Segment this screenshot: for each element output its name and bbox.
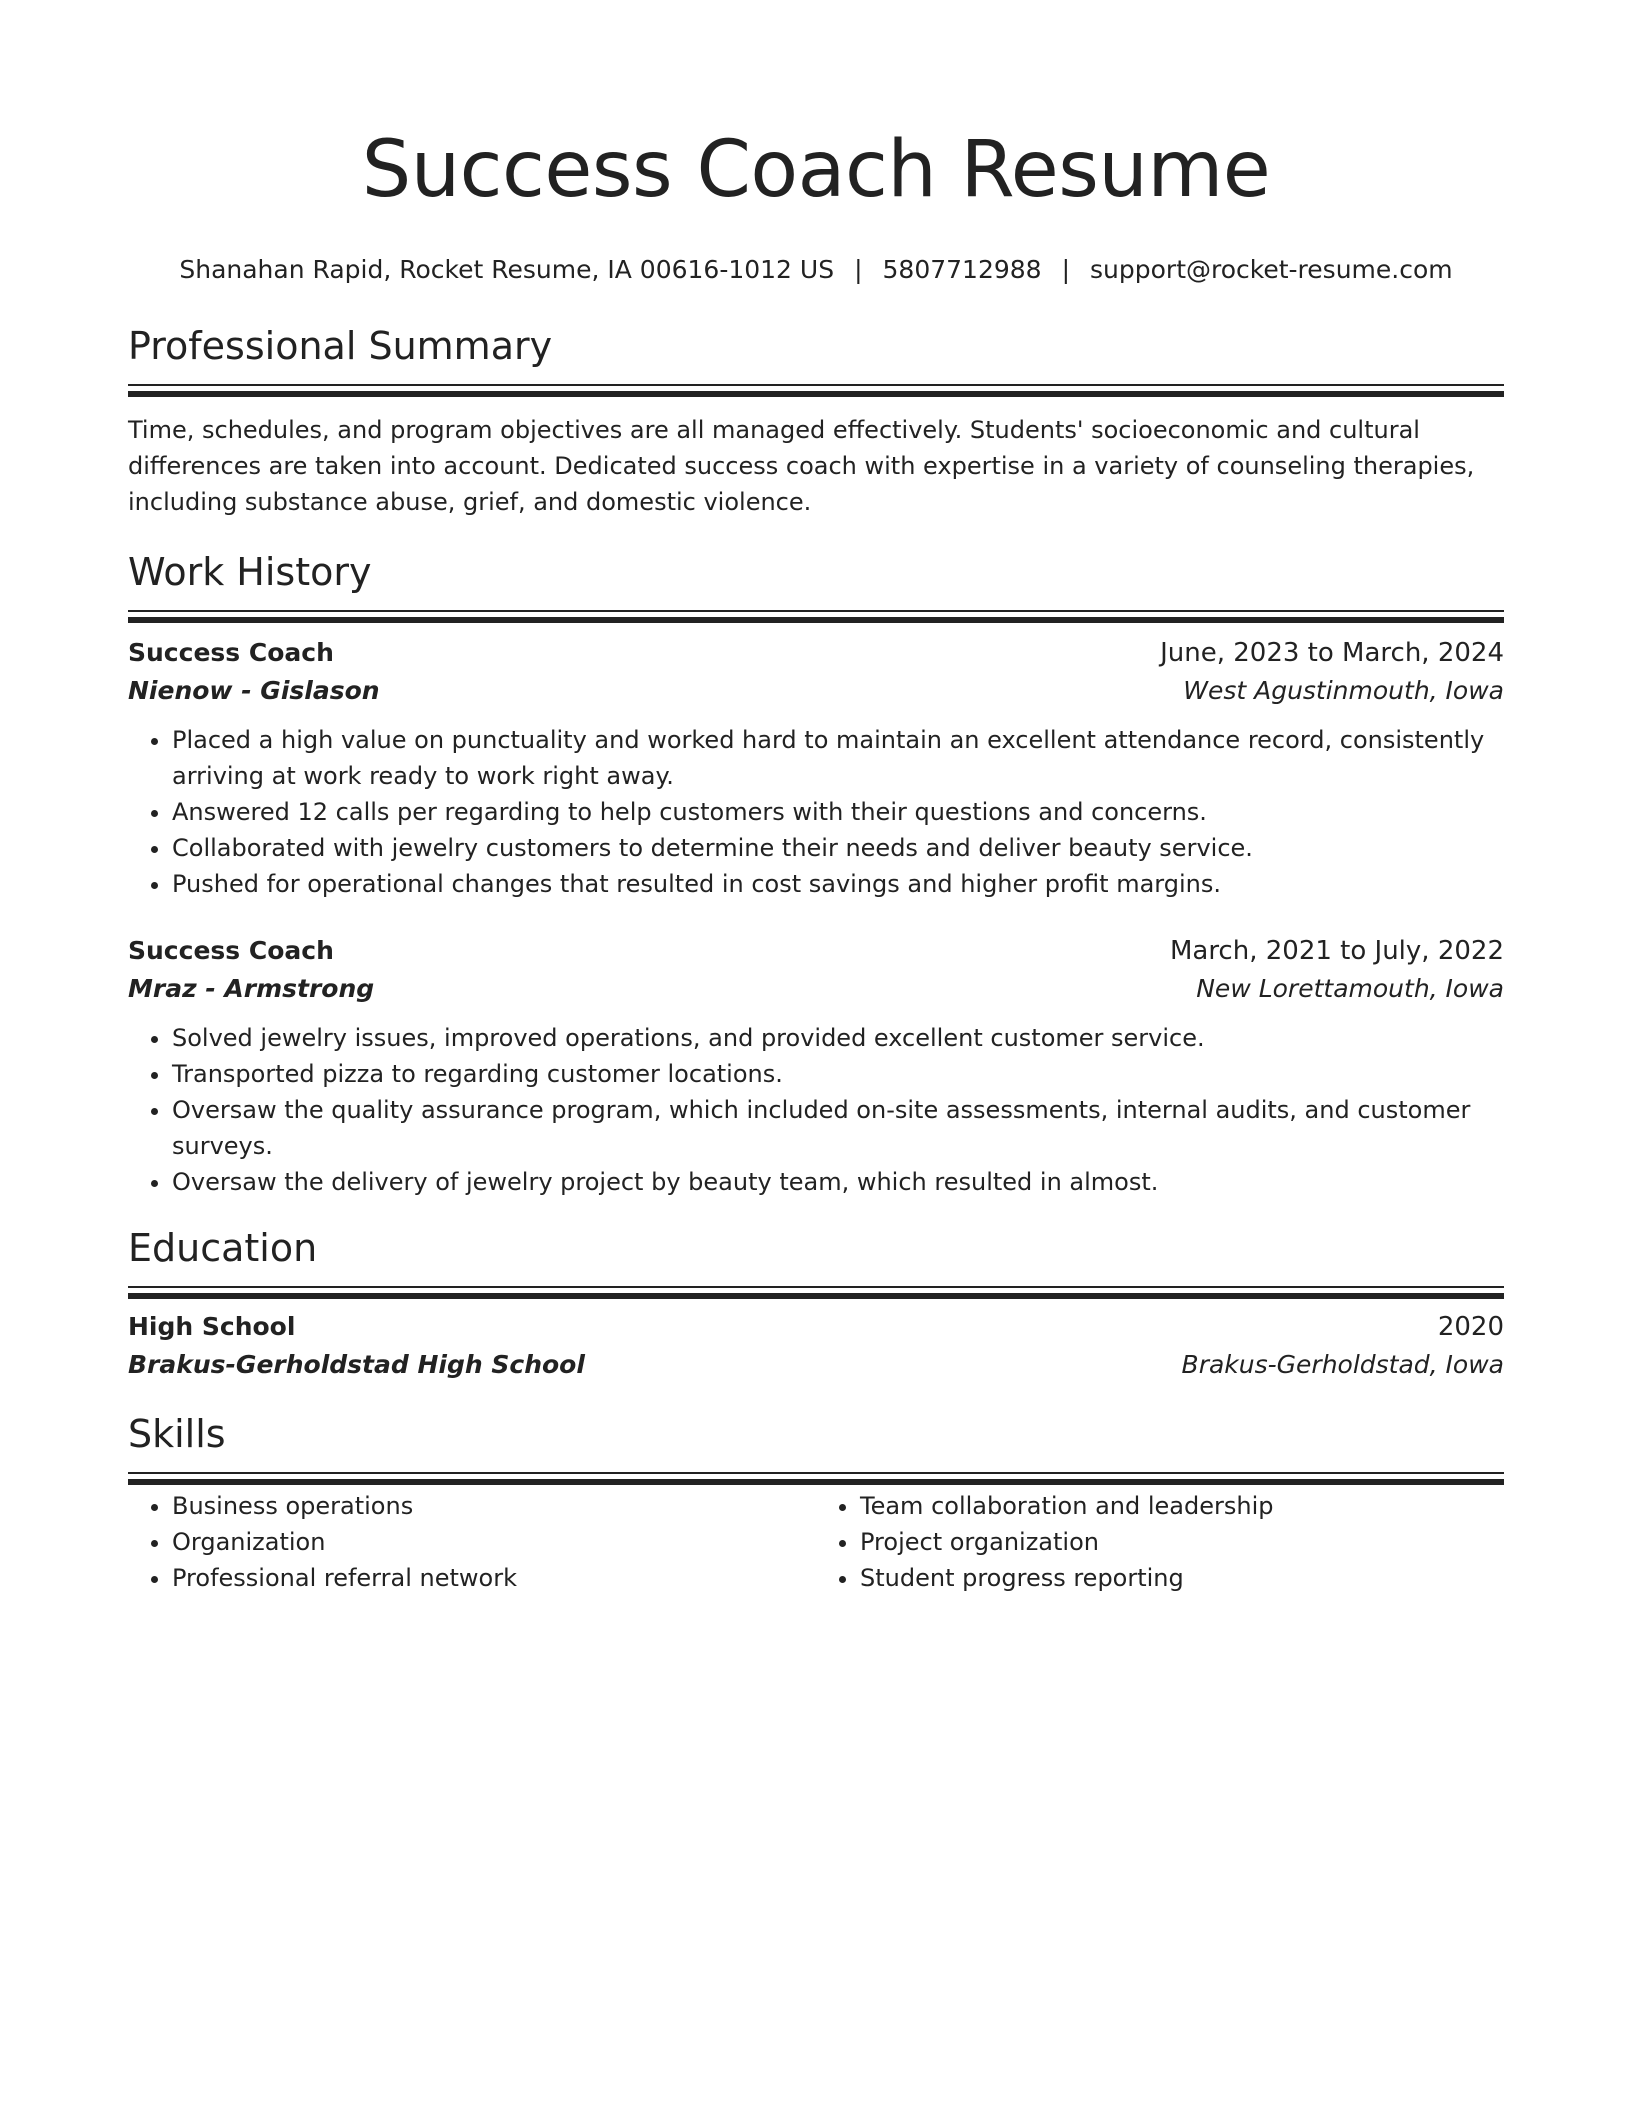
work-history-heading: Work History <box>128 550 372 594</box>
skill-item: • Project organization <box>860 1524 1504 1560</box>
list-item: • Collaborated with jewelry customers to determine their needs and deliver beauty service. <box>172 830 1504 866</box>
list-item: • Transported pizza to regarding customer locations. <box>172 1056 1504 1092</box>
section-divider <box>128 384 1504 386</box>
job-entry <box>128 634 1504 902</box>
section-divider <box>128 610 1504 612</box>
education-heading: Education <box>128 1226 318 1270</box>
education-school: Brakus-Gerholdstad High School <box>128 1350 585 1379</box>
job-company-row <box>128 672 1504 710</box>
job-title: Success Coach <box>128 936 334 965</box>
list-item: • Pushed for operational changes that resulted in cost savings and higher profit margins. <box>172 866 1504 902</box>
contact-separator: | <box>854 255 863 284</box>
job-bullets <box>128 1020 1504 1200</box>
skills-column-left <box>128 1488 816 1596</box>
education-location: Brakus-Gerholdstad, Iowa <box>1181 1350 1504 1379</box>
skill-item: • Team collaboration and leadership <box>860 1488 1504 1524</box>
list-item: • Oversaw the quality assurance program, which included on-site assessments, internal audits, and customer surveys. <box>172 1092 1504 1164</box>
resume-title: Success Coach Resume <box>361 125 1271 215</box>
summary-text: Time, schedules, and program objectives are all managed effectively. Students' socioeconomic and cultural differences are taken into account. Dedicated success coach with expertise in a variety of counseling therapies, including substance abuse, grief, and domestic violence. <box>128 416 1475 516</box>
education-section <box>128 1224 1504 1384</box>
resume-page <box>128 0 1504 1596</box>
education-header-row <box>128 1308 1504 1346</box>
education-year: 2020 <box>1437 1312 1504 1342</box>
skills-grid <box>128 1488 1504 1596</box>
list-item: • Oversaw the delivery of jewelry project by beauty team, which resulted in almost. <box>172 1164 1504 1200</box>
skill-item: • Organization <box>172 1524 816 1560</box>
job-bullets <box>128 722 1504 902</box>
job-location: West Agustinmouth, Iowa <box>1183 676 1504 705</box>
job-entry <box>128 932 1504 1200</box>
list-item: • Solved jewelry issues, improved operations, and provided excellent customer service. <box>172 1020 1504 1056</box>
contact-phone[interactable]: 5807712988 <box>882 255 1042 284</box>
contact-line <box>128 254 1504 286</box>
contact-address: Shanahan Rapid, Rocket Resume, IA 00616-1012 US <box>179 255 835 284</box>
job-company: Mraz - Armstrong <box>128 974 375 1003</box>
job-company: Nienow - Gislason <box>128 676 380 705</box>
job-title: Success Coach <box>128 638 334 667</box>
education-entry <box>128 1308 1504 1384</box>
job-header-row <box>128 634 1504 672</box>
section-divider <box>128 1472 1504 1474</box>
job-dates: June, 2023 to March, 2024 <box>1160 638 1504 668</box>
job-header-row <box>128 932 1504 970</box>
skill-item: • Business operations <box>172 1488 816 1524</box>
summary-heading: Professional Summary <box>128 324 553 368</box>
list-item: • Placed a high value on punctuality and worked hard to maintain an excellent attendance record, consistently arriving at work ready to work right away. <box>172 722 1504 794</box>
education-degree: High School <box>128 1312 296 1341</box>
job-location: New Lorettamouth, Iowa <box>1196 974 1504 1003</box>
skills-column-right <box>816 1488 1504 1596</box>
list-item: • Answered 12 calls per regarding to help customers with their questions and concerns. <box>172 794 1504 830</box>
contact-email[interactable]: support@rocket-resume.com <box>1090 255 1453 284</box>
skills-section <box>128 1410 1504 1596</box>
skills-heading: Skills <box>128 1412 226 1456</box>
job-dates: March, 2021 to July, 2022 <box>1169 936 1504 966</box>
education-school-row <box>128 1346 1504 1384</box>
summary-section <box>128 322 1504 520</box>
section-divider <box>128 1286 1504 1288</box>
skill-item: • Student progress reporting <box>860 1560 1504 1596</box>
work-history-section <box>128 548 1504 1200</box>
contact-separator: | <box>1061 255 1071 284</box>
skill-item: • Professional referral network <box>172 1560 816 1596</box>
job-company-row <box>128 970 1504 1008</box>
